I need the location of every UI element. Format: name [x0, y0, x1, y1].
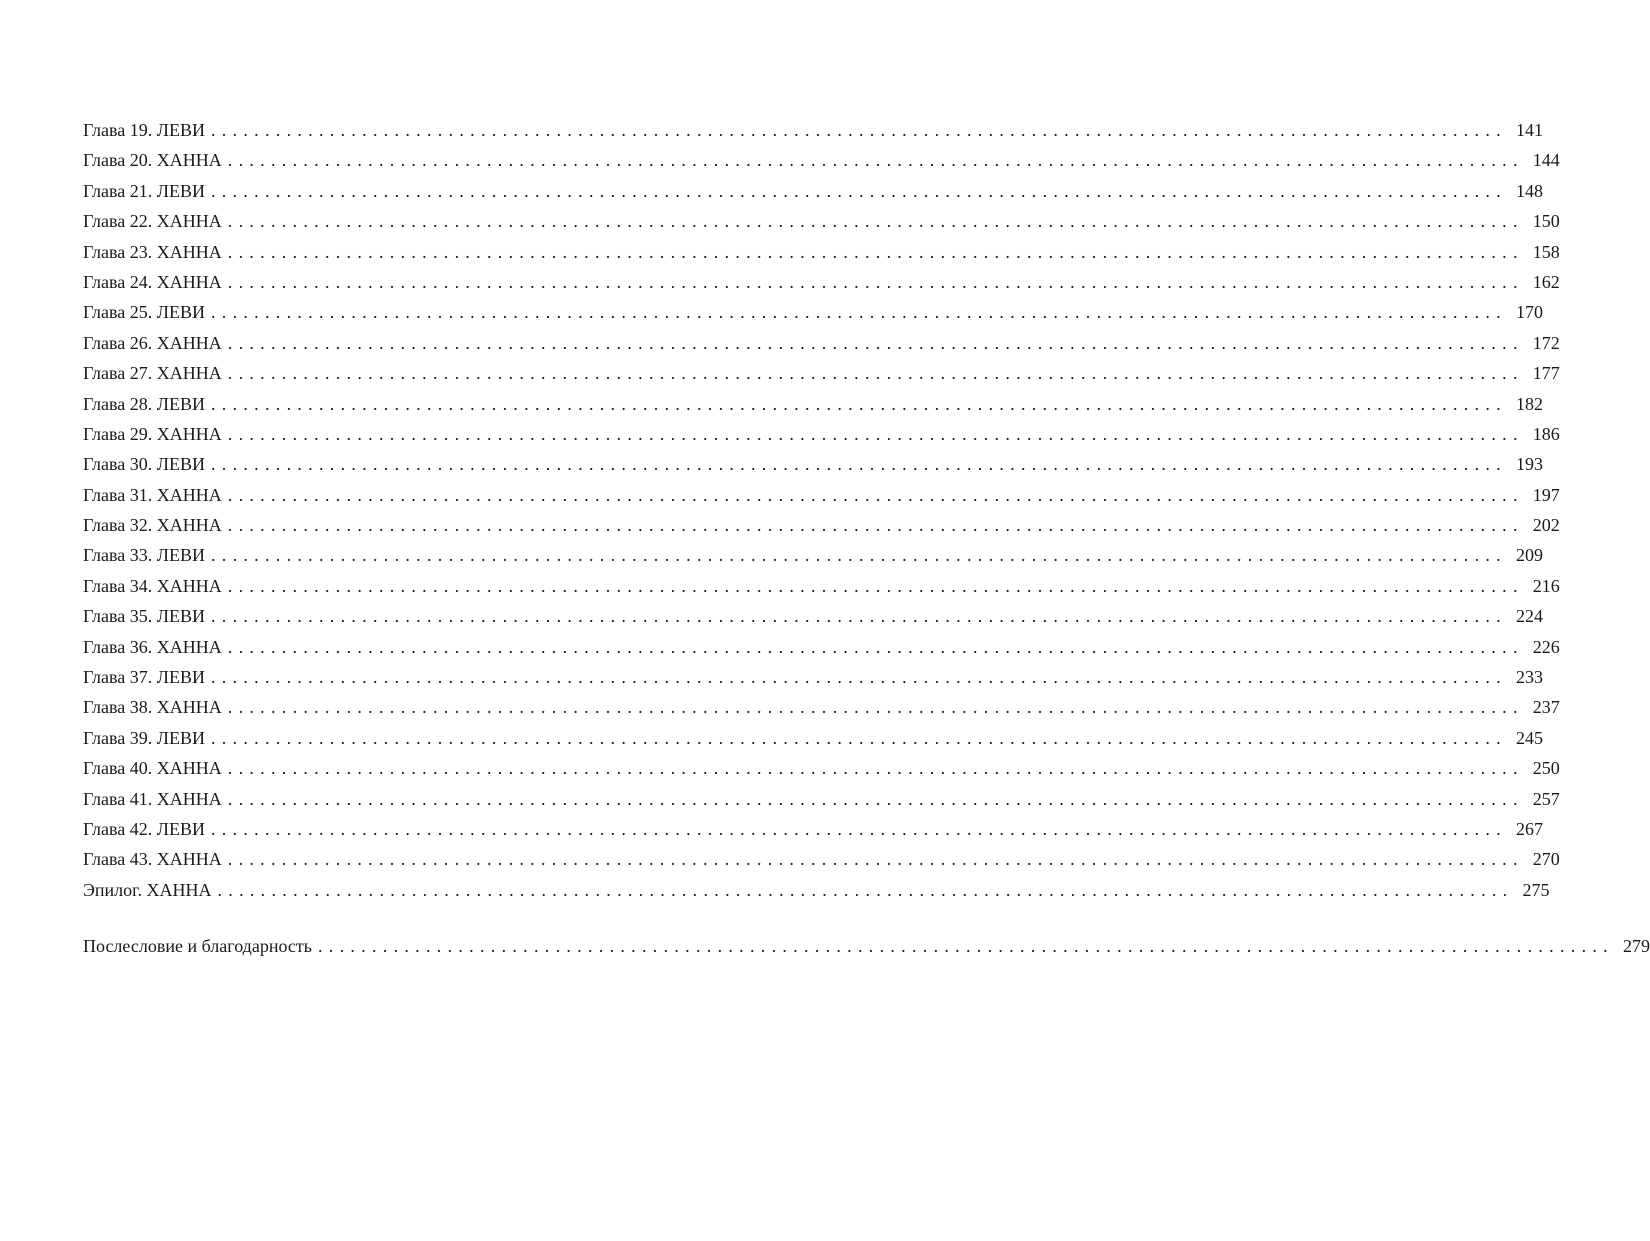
dot-leader: ........................................................................................................................ [227, 423, 1524, 444]
dot-leader: ........................................................................................................................ [210, 393, 1507, 414]
toc-entry-title: Глава 31. ХАННА [83, 484, 222, 505]
toc-entry[interactable] [83, 540, 1543, 570]
toc-entry-title: Глава 29. ХАННА [83, 423, 222, 444]
toc-entry-page-number: 267 [1515, 818, 1543, 839]
toc-entry-title: Глава 22. ХАННА [83, 211, 222, 232]
table-of-contents [83, 115, 1560, 905]
toc-entry-page-number: 202 [1532, 515, 1560, 536]
dot-leader: ........................................................................................................................ [227, 332, 1524, 353]
dot-leader: ........................................................................................................................ [227, 150, 1524, 171]
toc-entry-page-number: 270 [1532, 849, 1560, 870]
toc-entry-title: Глава 20. ХАННА [83, 150, 222, 171]
toc-entry-page-number: 170 [1515, 302, 1543, 323]
toc-entry[interactable] [83, 176, 1543, 206]
toc-entry-page-number: 141 [1515, 120, 1543, 140]
toc-entry-page-number: 209 [1515, 545, 1543, 566]
dot-leader: ........................................................................................................................ [217, 879, 1514, 900]
dot-leader: ........................................................................................................................ [227, 697, 1524, 718]
toc-entry-page-number: 275 [1522, 879, 1550, 900]
toc-entry[interactable] [83, 632, 1560, 662]
toc-entry-page-number: 226 [1532, 636, 1560, 657]
toc-entry-page-number: 158 [1532, 241, 1560, 262]
toc-entry-title: Глава 27. ХАННА [83, 363, 222, 384]
dot-leader: ........................................................................................................................ [227, 363, 1524, 384]
dot-leader: ........................................................................................................................ [227, 271, 1524, 292]
toc-entry-title: Глава 36. ХАННА [83, 636, 222, 657]
toc-entry-page-number: 177 [1532, 363, 1560, 384]
toc-entry[interactable] [83, 753, 1560, 783]
toc-entry[interactable] [83, 844, 1560, 874]
toc-entry-page-number: 279 [1622, 936, 1650, 956]
dot-leader: ........................................................................................................................ [227, 211, 1524, 232]
toc-entry-title: Глава 40. ХАННА [83, 758, 222, 779]
toc-entry[interactable] [83, 875, 1550, 905]
toc-entry-title: Послесловие и благодарность [83, 936, 312, 956]
dot-leader: ........................................................................................................................ [227, 636, 1524, 657]
dot-leader: ........................................................................................................................ [227, 484, 1524, 505]
toc-entry[interactable] [83, 723, 1543, 753]
dot-leader: ........................................................................................................................ [210, 606, 1507, 627]
toc-entry[interactable] [83, 419, 1560, 449]
toc-entry-title: Глава 26. ХАННА [83, 332, 222, 353]
dot-leader: ........................................................................................................................ [210, 667, 1507, 688]
toc-entry[interactable] [83, 662, 1543, 692]
toc-entry-title: Глава 28. ЛЕВИ [83, 393, 205, 414]
dot-leader: ........................................................................................................................ [210, 545, 1507, 566]
toc-entry-title: Глава 42. ЛЕВИ [83, 818, 205, 839]
toc-entry[interactable] [83, 571, 1560, 601]
toc-entry-title: Глава 37. ЛЕВИ [83, 667, 205, 688]
toc-entry-title: Глава 21. ЛЕВИ [83, 180, 205, 201]
dot-leader: ........................................................................................................................ [227, 849, 1524, 870]
toc-entry-title: Глава 23. ХАННА [83, 241, 222, 262]
toc-entry[interactable] [83, 115, 1543, 145]
toc-entry[interactable] [83, 601, 1543, 631]
toc-entry-page-number: 172 [1532, 332, 1560, 353]
toc-entry[interactable] [83, 389, 1543, 419]
toc-entry-title: Глава 32. ХАННА [83, 515, 222, 536]
toc-entry-page-number: 150 [1532, 211, 1560, 232]
dot-leader: ........................................................................................................................ [210, 727, 1507, 748]
toc-entry-page-number: 193 [1515, 454, 1543, 475]
toc-entry[interactable] [83, 814, 1543, 844]
toc-entry[interactable] [83, 692, 1560, 722]
toc-entry-title: Глава 25. ЛЕВИ [83, 302, 205, 323]
dot-leader: ........................................................................................................................ [317, 936, 1614, 956]
toc-entry-page-number: 197 [1532, 484, 1560, 505]
toc-entry-page-number: 224 [1515, 606, 1543, 627]
toc-entry-title: Эпилог. ХАННА [83, 879, 212, 900]
dot-leader: ........................................................................................................................ [210, 818, 1507, 839]
toc-entry-title: Глава 43. ХАННА [83, 849, 222, 870]
toc-entry-page-number: 186 [1532, 423, 1560, 444]
toc-entry-title: Глава 34. ХАННА [83, 575, 222, 596]
toc-entry-page-number: 216 [1532, 575, 1560, 596]
toc-entry[interactable] [83, 784, 1560, 814]
toc-entry-page-number: 250 [1532, 758, 1560, 779]
toc-entry[interactable] [83, 297, 1543, 327]
toc-entry-title: Глава 38. ХАННА [83, 697, 222, 718]
dot-leader: ........................................................................................................................ [227, 575, 1524, 596]
dot-leader: ........................................................................................................................ [210, 454, 1507, 475]
toc-entry-page-number: 148 [1515, 180, 1543, 201]
toc-entry[interactable] [83, 328, 1560, 358]
toc-entry-title: Глава 24. ХАННА [83, 271, 222, 292]
toc-entry-title: Глава 33. ЛЕВИ [83, 545, 205, 566]
dot-leader: ........................................................................................................................ [227, 241, 1524, 262]
toc-entry-page-number: 182 [1515, 393, 1543, 414]
toc-entry[interactable] [83, 267, 1560, 297]
toc-entry-page-number: 257 [1532, 788, 1560, 809]
toc-entry-title: Глава 41. ХАННА [83, 788, 222, 809]
toc-entry-title: Глава 39. ЛЕВИ [83, 727, 205, 748]
dot-leader: ........................................................................................................................ [227, 758, 1524, 779]
toc-entry[interactable] [83, 480, 1560, 510]
toc-entry-title: Глава 30. ЛЕВИ [83, 454, 205, 475]
toc-entry-page-number: 233 [1515, 667, 1543, 688]
toc-entry-page-number: 162 [1532, 271, 1560, 292]
toc-entry-title: Глава 35. ЛЕВИ [83, 606, 205, 627]
dot-leader: ........................................................................................................................ [210, 180, 1507, 201]
toc-entry-title: Глава 19. ЛЕВИ [83, 120, 205, 140]
toc-entry[interactable] [83, 145, 1560, 175]
toc-entry-afterword[interactable] [83, 931, 1650, 961]
toc-entry-page-number: 144 [1532, 150, 1560, 171]
dot-leader: ........................................................................................................................ [227, 788, 1524, 809]
toc-entry[interactable] [83, 237, 1560, 267]
dot-leader: ........................................................................................................................ [210, 302, 1507, 323]
toc-entry[interactable] [83, 510, 1560, 540]
toc-entry[interactable] [83, 358, 1560, 388]
toc-entry[interactable] [83, 206, 1560, 236]
toc-entry-page-number: 237 [1532, 697, 1560, 718]
toc-entry[interactable] [83, 449, 1543, 479]
dot-leader: ........................................................................................................................ [210, 120, 1507, 140]
dot-leader: ........................................................................................................................ [227, 515, 1524, 536]
toc-entry-page-number: 245 [1515, 727, 1543, 748]
